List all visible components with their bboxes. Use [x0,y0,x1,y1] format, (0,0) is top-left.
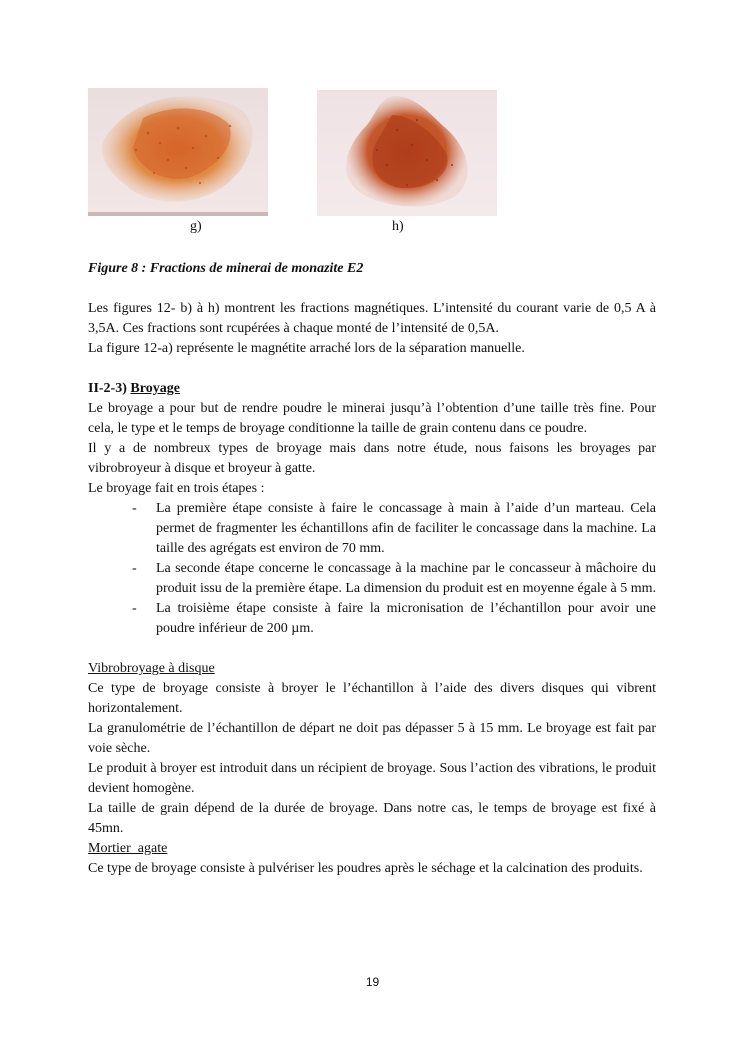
list-bullet: - [132,501,137,516]
steps-list [88,499,656,639]
list-bullet: - [132,561,137,576]
subsection-title: Mortier agate [88,841,168,856]
list-bullet: - [132,601,137,616]
intro-paragraph: Les figures 12- b) à h) montrent les fractions magnétiques. L’intensité du courant varie de 0,5 A à 3,5A. Ces fractions sont rcupérées à chaque monté de l’intensité de 0,5A. [88,301,656,336]
section-number: II-2-3) [88,381,127,396]
monazite-fraction-photo-h [317,90,497,216]
figure-panel-label: h) [392,219,404,234]
section-title: Broyage [130,381,180,396]
figure-caption: Figure 8 : Fractions de minerai de monazite E2 [88,261,364,276]
body-paragraph: Le broyage a pour but de rendre poudre le minerai jusqu’à l’obtention d’une taille très fine. Pour cela, le type et le temps de broyage conditionne la taille de grain contenu dans ce poudre. [88,401,656,436]
page-number: 19 [365,975,380,989]
body-paragraph: La taille de grain dépend de la durée de broyage. Dans notre cas, le temps de broyage est fixé à 45mn. [88,801,656,836]
body-paragraph: Il y a de nombreux types de broyage mais dans notre étude, nous faisons les broyages par vibrobroyeur à disque et broyeur à gatte. [88,441,656,476]
list-item-text: La seconde étape concerne le concassage à la machine par le concasseur à mâchoire du produit issu de la première étape. La dimension du produit est en moyenne égale à 5 mm. [156,561,656,596]
body-paragraph: Ce type de broyage consiste à pulvériser les poudres après le séchage et la calcination des produits. [88,861,643,876]
list-item [88,499,656,559]
body-paragraph: Le produit à broyer est introduit dans un récipient de broyage. Sous l’action des vibrations, le produit devient homogène. [88,761,656,796]
section-heading [88,379,656,399]
body-paragraph: La granulométrie de l’échantillon de départ ne doit pas dépasser 5 à 15 mm. Le broyage est fait par voie sèche. [88,721,656,756]
intro-paragraph: La figure 12-a) représente le magnétite arraché lors de la séparation manuelle. [88,341,525,356]
list-item-text: La troisième étape consiste à faire la micronisation de l’échantillon pour avoir une poudre inférieur de 200 µm. [156,601,656,636]
subsection-title: Vibrobroyage à disque [88,661,215,676]
list-item-text: La première étape consiste à faire le concassage à main à l’aide d’un marteau. Cela permet de fragmenter les échantillons afin de faciliter le concassage dans la machine. La taille des agrégats est environ de 70 mm. [156,501,656,556]
list-item [88,599,656,639]
figure-panel-label: g) [190,219,202,234]
body-paragraph: Ce type de broyage consiste à broyer le l’échantillon à l’aide des divers disques qui vibrent horizontalement. [88,681,656,716]
body-paragraph: Le broyage fait en trois étapes : [88,481,265,496]
list-item [88,559,656,599]
monazite-fraction-photo-g [88,88,268,216]
document-body [88,259,656,879]
